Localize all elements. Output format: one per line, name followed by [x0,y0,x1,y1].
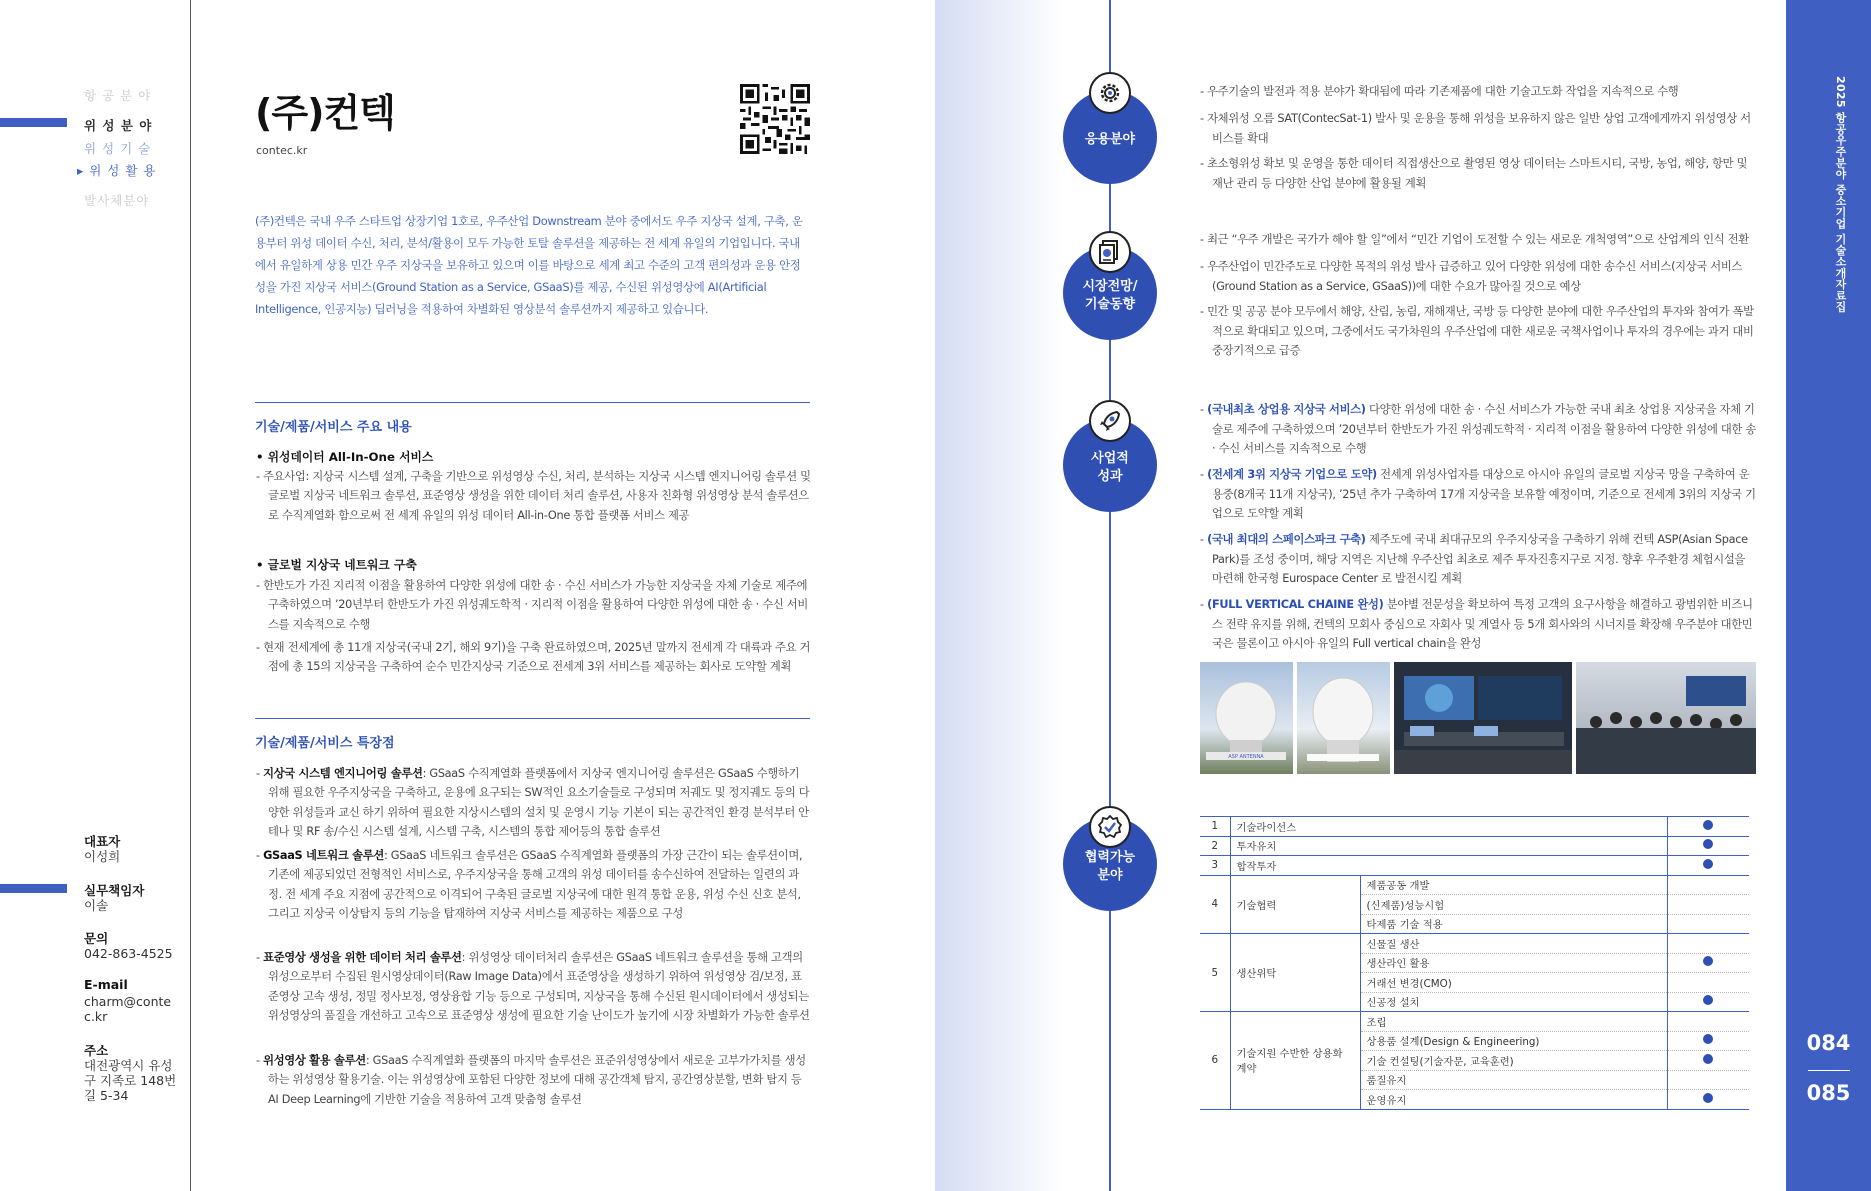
check-dot [1703,820,1713,830]
achievements-circle: 사업적 성과 [1063,418,1157,512]
achievement-item: - (국내최초 상업용 지상국 서비스) 다양한 위성에 대한 송 · 수신 서비스가 가능한 국내 최초 상업용 지상국을 자체 기술로 제주에 구축하였으며 ’20년부터 한반도가 가진 위성궤도학적 · 지리적 이점을 활용하여 다양한 위성에 대한 송 · 수신 서비스를 지속적으로 수행 [1200,403,1757,456]
check-dot [1703,839,1713,849]
check-dot [1703,859,1713,869]
item-title: • 글로벌 지상국 네트워크 구축 [256,558,417,572]
application-point: - 우주기술의 발전과 적용 분야가 확대됨에 따라 기존제품에 대한 기술고도화 작업을 지속적으로 수행 [1200,85,1679,98]
check-dot [1703,1034,1713,1044]
check-dot [1703,1054,1713,1064]
nav-item-aviation[interactable]: 항 공 분 야 [84,88,152,103]
feature-title: 위성영상 활용 솔루션 [263,1054,366,1067]
market-point: - 우주산업이 민간주도로 다양한 목적의 위성 발사 급증하고 있어 다양한 위성에 대한 송수신 서비스(지상국 서비스(Ground Station as a Service, GSaaS))에 대한 수요가 많아질 것으로 예상 [1200,260,1743,293]
table-row: 품질유지 [1200,1070,1749,1090]
table-row: 신공정 설치 [1200,992,1749,1012]
info-accent-bar [0,884,67,893]
company-intro: (주)컨텍은 국내 우주 스타트업 상장기업 1호로, 우주산업 Downstream 분야 중에서도 우주 지상국 설계, 구축, 운용부터 위성 데이터 수신, 처리, 분석/활용이 모두 가능한 토탈 솔루션을 제공하는 전 세계 유일의 기업입니다. 국내에서 유일하게 상용 민간 우주 지상국을 보유하고 있으며 이를 바탕으로 세계 최고 수준의 고객 편의성과 운용 안정성을 가진 지상국 서비스(Ground Station as a Service, GSaaS)를 제공, 수신된 위성영상에 AI(Artificial Intelligence, 인공지능) 딥러닝을 적용하여 차별화된 영상분석 솔루션까지 제공하고 있습니다. [255,214,803,316]
check-dot [1703,1093,1713,1103]
company-url[interactable]: contec.kr [256,144,308,157]
application-point: - 자체위성 오름 SAT(ContecSat-1) 발사 및 운용을 통해 위성을 보유하지 않은 일반 상업 고객에게까지 위성영상 서비스를 확대 [1200,112,1751,145]
contact-label: 문의 [84,931,109,946]
feature-title: GSaaS 네트워크 솔루션 [263,849,384,862]
achievement-item: - (국내 최대의 스페이스파크 구축) 제주도에 국내 최대규모의 우주지상국을 구축하기 위해 컨텍 ASP(Asian Space Park)를 조성 중이며, 해당 지역은 지난해 우주산업 최초로 제주 투자진흥지구로 지정. 향후 우주환경 체험시설을 마련해 한국형 Eurospace Center 로 발전시킬 계획 [1200,533,1748,586]
ceo-value: 이성희 [84,849,121,864]
market-circle: 시장전망/ 기술동향 [1063,246,1157,340]
achievement-item: - (전세계 3위 지상국 기업으로 도약) 전세계 위성사업자를 대상으로 아시아 유일의 글로벌 지상국 망을 구축하여 운용중(8개국 11개 지상국), ’25년 추가 구축하여 17개 지상국을 보유할 예정이며, 기준으로 전세계 3위의 지상국 기업으로 도약할 계획 [1200,468,1756,521]
page-number-divider [1808,1070,1850,1071]
table-row: 6 기술지원 수반한 상용화 계약 조립 [1200,1012,1749,1032]
feature-title: 표준영상 생성을 위한 데이터 처리 솔루션 [263,951,462,964]
table-row: 5 생산위탁 신물질 생산 [1200,934,1749,954]
ceo-label: 대표자 [84,834,121,849]
address-value: 대전광역시 유성구 지족로 148번길 5-34 [84,1058,177,1103]
manager-label: 실무책임자 [84,883,145,898]
feature-text: : GSaaS 수직계열화 플랫폼에서 지상국 엔지니어링 솔루션은 GSaaS 수행하기 위해 필요한 우주지상국을 구축하고, 운용에 요구되는 SW적인 요소기술들로 구성되며 저궤도 및 정지궤도 등의 다양한 위성들과 교신 하기 위하여 필요한 지상시스템의 설치 및 운영시 기능 기본이 되는 공간적인 환경 분석부터 안테나 및 RF 송/수신 시스템 설계, 시스템 구축, 시스템의 통합 제어등의 통합 솔루션 [268,767,810,839]
table-row: 생산라인 활용 [1200,953,1749,973]
team-photo [1576,662,1756,774]
table-row: 2 투자유치 [1200,836,1749,856]
table-row: 4 기술협력 제품공동 개발 [1200,875,1749,895]
table-row: 기술 컨설팅(기술자문, 교육훈련) [1200,1051,1749,1071]
feature-paragraph: - 지상국 시스템 엔지니어링 솔루션: GSaaS 수직계열화 플랫폼에서 지상국 엔지니어링 솔루션은 GSaaS 수행하기 위해 필요한 우주지상국을 구축하고, 운용에 요구되는 SW적인 요소기술들로 구성되며 저궤도 및 정지궤도 등의 다양한 위성들과 교신 하기 위하여 필요한 지상시스템의 설치 및 운영시 기능 기본이 되는 공간적인 환경 분석부터 안테나 및 RF 송/수신 시스템 설계, 시스템 구축, 시스템의 통합 제어등의 통합 솔루션 [256,767,810,839]
control-room-photo [1394,662,1572,774]
spine-gradient [935,0,1065,1191]
ground-station-photo [1200,662,1293,774]
achievement-item: - (FULL VERTICAL CHAINE 완성) 분야별 전문성을 확보하여 특정 고객의 요구사항을 해결하고 광범위한 비즈니스 전략 유지를 위해, 컨텍의 모회사 중심으로 자회사 및 계열사 등 5개 회사와의 시너지를 확장해 우주분야 대한민국은 물론이고 아시아 유일의 Full vertical chain을 완성 [1200,598,1753,651]
nav-active-bar [0,118,67,127]
feature-text: : GSaaS 수직계열화 플랫폼의 마지막 솔루션은 표준위성영상에서 새로운 고부가가치를 생성하는 위성영상 활용기술. 이는 위성영상에 포함된 다양한 정보에 대해 공간객체 탐지, 공간영상분할, 변화 탐지 등 AI Deep Learning에 기반한 기술을 적용하여 고객 맞춤형 솔루션 [268,1054,806,1106]
radome-photo [1297,662,1390,774]
page-number-right: 085 [1806,1081,1851,1105]
check-dot [1703,995,1713,1005]
feature-paragraph: - 위성영상 활용 솔루션: GSaaS 수직계열화 플랫폼의 마지막 솔루션은 표준위성영상에서 새로운 고부가가치를 생성하는 위성영상 활용기술. 이는 위성영상에 포함된 다양한 정보에 대해 공간객체 탐지, 공간영상분할, 변화 탐지 등 AI Deep Learning에 기반한 기술을 적용하여 고객 맞춤형 솔루션 [256,1054,806,1106]
nav-item-launcher[interactable]: 발사체분야 [84,193,150,208]
market-point: - 최근 “우주 개발은 국가가 해야 할 일”에서 “민간 기업이 도전할 수 있는 새로운 개척영역”으로 산업계의 인식 전환 [1200,233,1749,246]
main-content-heading: 기술/제품/서비스 주요 내용 [255,420,412,435]
paragraph: - 주요사업: 지상국 시스템 설계, 구축을 기반으로 위성영상 수신, 처리, 분석하는 지상국 시스템 엔지니어링 솔루션 및 글로벌 지상국 네트워크 솔루션, 표준영상 생성을 위한 데이터 처리 솔루션, 사용자 친화형 위성영상 분석 솔루션으로 수직계열화 함으로써 전 세계 유일의 위성 데이터 All-in-One 통합 플랫폼 서비스 제공 [256,470,811,522]
gear-icon [1089,72,1131,114]
table-row: 거래선 변경(CMO) [1200,973,1749,993]
feature-text: : 위성영상 데이터처리 솔루션은 GSaaS 네트워크 솔루션을 통해 고객의 위성으로부터 수집된 원시영상데이터(Raw Image Data)에서 표준영상을 생성하기 위하여 위성영상 검/보정, 표준영상 고속 생성, 정밀 정사보정, 영상융합 기능 등으로 구성되며, 지상국을 통해 수신된 원시데이터에서 생성되는 위성영상의 품질을 개선하고 고속으로 표준영상 생성에 필요한 기술 난이도가 높기에 시장 차별화가 가능한 솔루션 [268,951,810,1023]
address-label: 주소 [84,1043,109,1058]
item-title: • 위성데이터 All-In-One 서비스 [256,450,434,464]
application-point: - 초소형위성 확보 및 운영을 통한 데이터 직접생산으로 촬영된 영상 데이터는 스마트시티, 국방, 농업, 해양, 항만 및 재난 관리 등 다양한 산업 분야에 활용될 계획 [1200,157,1748,190]
table-row: 상용품 설계(Design & Engineering) [1200,1031,1749,1051]
feature-paragraph: - 표준영상 생성을 위한 데이터 처리 솔루션: 위성영상 데이터처리 솔루션은 GSaaS 네트워크 솔루션을 통해 고객의 위성으로부터 수집된 원시영상데이터(Raw Image Data)에서 표준영상을 생성하기 위하여 위성영상 검/보정, 표준영상 고속 생성, 정밀 정사보정, 영상융합 기능 등으로 구성되며, 지상국을 통해 수신된 원시데이터에서 생성되는 위성영상의 품질을 개선하고 고속으로 표준영상 생성에 필요한 기술 난이도가 높기에 시장 차별화가 가능한 솔루션 [256,951,810,1023]
feature-text: : GSaaS 네트워크 솔루션은 GSaaS 수직계열화 플랫폼의 가장 근간이 되는 솔루션이며, 기존에 제공되었던 전형적인 서비스로, 우주지상국을 통해 고객의 위성 데이터를 송수신하여 전달하는 일련의 과정. 전 세계 주요 지점에 공간적으로 이격되어 구축된 글로벌 지상국에 대한 원격 통합 운용, 위성 수신 신호 분석, 그리고 지상국 이상탐지 등의 기능을 탑재하여 지상국 서비스를 제공하는 제품으로 구성 [268,849,803,921]
table-row: (신제품)성능시험 [1200,895,1749,915]
page-number-left: 084 [1806,1031,1851,1055]
check-dot [1703,956,1713,966]
brochure-title: 2025 항공우주분야 중소기업 기술소개자료집 [1834,76,1847,313]
cooperation-table [1200,816,1749,1110]
table-row: 운영유지 [1200,1090,1749,1110]
banner-text: ASP ANTENNA [1228,754,1264,760]
cooperation-circle: 협력가능 분야 [1063,817,1157,911]
table-row: 1 기술라이선스 [1200,817,1749,837]
market-point: - 민간 및 공공 분야 모두에서 해양, 산림, 농림, 재해재난, 국방 등 다양한 분야에 대한 우주산업의 투자와 참여가 폭발적으로 확대되고 있으며, 그중에서도 국가차원의 우주산업에 대한 새로운 국책사업이나 투자의 경우에는 과거 대비 중장기적으로 급증 [1200,305,1754,358]
table-row: 3 합작투자 [1200,856,1749,876]
paragraph: - 현재 전세계에 총 11개 지상국(국내 2기, 해외 9기)을 구축 완료하였으며, 2025년 말까지 전세계 각 대륙과 주요 거점에 총 15의 지상국을 구축하여 순수 민간지상국 기준으로 전세계 3위 서비스를 제공하는 회사로 도약할 계획 [256,641,811,674]
qr-code-icon [740,84,810,154]
email-value[interactable]: charm@contec.kr [84,994,172,1024]
section-divider [255,402,810,403]
features-heading: 기술/제품/서비스 특장점 [255,736,395,751]
contact-value: 042-863-4525 [84,946,173,961]
sidebar [0,0,191,1191]
report-icon [1089,231,1131,273]
badge-check-icon [1089,806,1131,848]
page-edge-bar [1786,0,1871,1191]
manager-value: 이솔 [84,898,109,913]
paragraph: - 한반도가 가진 지리적 이점을 활용하여 다양한 위성에 대한 송 · 수신 서비스가 가능한 지상국을 자체 기술로 제주에 구축하였으며 ’20년부터 한반도가 가진 위성궤도학적 · 지리적 이점을 활용하여 다양한 위성에 대한 송 · 수신 서비스를 지속적으로 수행 [256,579,808,631]
nav-item-satellite-tech[interactable]: 위 성 기 술 [84,141,152,156]
nav-item-satellite-use[interactable]: ▸ 위 성 활 용 [77,163,157,178]
rocket-icon [1089,400,1131,442]
feature-title: 지상국 시스템 엔지니어링 솔루션 [263,767,423,780]
email-label: E-mail [84,977,128,992]
photo-strip [1200,662,1756,774]
table-row: 타제품 기술 적용 [1200,914,1749,934]
application-circle: 응용분야 [1063,90,1157,184]
nav-item-satellite[interactable]: 위 성 분 야 [84,118,153,133]
company-name: (주)컨텍 [255,91,395,135]
feature-paragraph: - GSaaS 네트워크 솔루션: GSaaS 네트워크 솔루션은 GSaaS 수직계열화 플랫폼의 가장 근간이 되는 솔루션이며, 기존에 제공되었던 전형적인 서비스로, 우주지상국을 통해 고객의 위성 데이터를 송수신하여 전달하는 일련의 과정. 전 세계 주요 지점에 공간적으로 이격되어 구축된 글로벌 지상국에 대한 원격 통합 운용, 위성 수신 신호 분석, 그리고 지상국 이상탐지 등의 기능을 탑재하여 지상국 서비스를 제공하는 제품으로 구성 [256,849,803,921]
section-divider [255,718,810,719]
